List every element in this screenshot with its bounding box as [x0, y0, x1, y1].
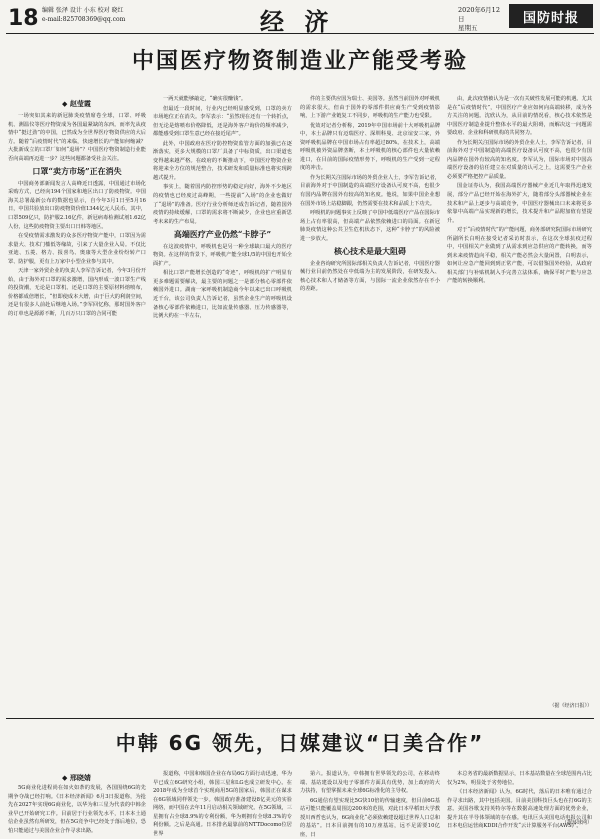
article2-headline: 中韩 6G 领先，日媒建议“日美合作” — [115, 731, 485, 755]
paragraph: 国金证券认为，我国高端医疗器械产业近几年取得迅速发展，部分产品已经开始在海外扩大，随着部分头部器械企业在技术和产品上逐步与高端竞争，中国医疗器械出口未来将更多依靠中高端产品实现新的增长，技术提升和产品附加值有望提升。 — [447, 183, 592, 224]
paragraph: 在受疫情需求激发的众多医疗物资产能中，口罩因为需求量大、技术门槛低等缘故，引来了大量企业入局。不仅比亚迪、五菱、格力、报喜鸟、奥康等大型企业纷纷转产口罩、防护服，更有上万家中小型企业参与其中。 — [8, 233, 146, 265]
article2-column-3 — [300, 770, 440, 838]
paragraph: 在这波疫情中，呼吸机也是另一种全球缺口最大的医疗物资。在这样的背景下，呼吸机产能全球1/5的中国也开始全面扩产。 — [153, 243, 292, 267]
paragraph: 件的主要供应国为瑞士、美国等。虽然当前国外对呼吸机的需求很大，但由于国外的零部件供应商生产受到疫情影响，上下游产业链复工不同步，呼吸机的生产能力也受限。 — [300, 96, 440, 120]
subheading: 口罩“卖方市场”正在消失 — [32, 166, 122, 177]
article2-column-2 — [153, 770, 292, 837]
date-text: 2020年6月12日 — [458, 6, 500, 23]
issue-date — [458, 6, 502, 33]
article1-byline: ◆ 赵莹霞 — [62, 99, 91, 108]
paragraph: 报道称，中国和韩国企业在布局6G方面行动迅速，华为早已成立6G研究小组，韩国三星和LG也成立研发中心。在2018年成为全球首个实现商用5G的国家后，韩国正在谋求在6G领域同样领先一步。韩国政府准备建设8亿美元的实验网络，而中国在去年11月启动相关领域研究。在5G领域，三星拥有占全球8.9%的专利份额，华为则拥有全球8.3%的专利份额。之后是高通。日本排名最靠前的NTTDocomo位居世界 — [153, 771, 292, 837]
article1-column-3 — [300, 95, 440, 712]
paragraph: 但最近一段时间，行业内已经明显感受到，口罩的卖方市场地位正在消失。李军表示：“虽然现在还有一个转折点，但无论是熔喷布价格降低，还是海外客户询价的频率减少，都能感受到口罩生意已经在接近尾声”。 — [153, 105, 292, 138]
paper-logo: 国防时报 — [509, 4, 593, 28]
paragraph: 《日本经济新闻》认为，6G时代，落后的日本唯有通过合作寻求出路，其中包括美国。目前美国科技巨头也在打6G的主意。美国谷歌支持英特尔等在数据高速处理方面的优势企业，提升其在半导体领域的存在感。电讯巨头美国电话电报公司和日本电信运营商KDDI合作开发“云计算服务平台(AWS)”。 — [447, 789, 592, 830]
weekday-text: 星期五 — [458, 24, 478, 32]
paragraph: 优效对记者分析称，2019年中国市场前十大呼吸机品牌中，本土品牌只有迈瑞医疗、深圳科曼、北京谊安三家，外资呼吸机品牌在中国市场占有率超过80%。在技术上，高端呼吸机被外资品牌垄断，本土呼吸机的核心部件也大量依赖进口，在目前的国际疫情形势下，呼吸机的生产受到一定程度的冲击。 — [300, 122, 440, 172]
paragraph: 相比口罩产能增长创造的“奇迹”，呼吸机的扩产明显有更多难题需要解决，最主要的问题之一是部分核心零部件依赖国外进口。湖南一家呼吸机制造商今年以来已出口呼吸机近千台，该公司负责人告诉记者，虽然企业生产的呼吸机设备核心零部件依赖进口，比如流量传感器、压力传感器等，比例大约在一半左右， — [153, 270, 292, 320]
article1-headline: 中国医疗物资制造业产能受考验 — [131, 49, 468, 74]
paragraph: 第六。报道认为，中韩拥有世界领先的公司，在移动终端、基站建设以及电子零部件方面具有优势，加上政府的大力扶持，有望掌握未来全球6G标准化的主导权。 — [300, 771, 440, 795]
paragraph: 一两天就能够敲定，“确实很赚钱”。 — [163, 96, 247, 102]
article2-byline: ◆ 邢晓婧 — [62, 773, 91, 782]
paragraph: 对于“后疫情时代”的产能问题，商务部研究院国际市场研究所副所长白明在接受记者采访时表示，在这次全球抗疫过程中，中国相关产业做到了从需求到应急供应的产能转换，而等到未来疫情趋向平稳，相关产能必然会大量闲置，白明表示，如何让应急产能回到到正常产能，可以借鉴国外经验，从政府相关部门与补贴机制入手完善立法体系，确保平时产能与应急产能的转换顺利。 — [447, 227, 592, 285]
paragraph: 企业咨询研究所国际部相关负责人告诉记者，中国医疗器械行业目前仍然处在中低端为主的发展阶段，在研发投入、核心技术和人才储备等方面，与国际一流企业依然存在不小的差距。 — [300, 260, 440, 293]
paragraph: 事实上，随着国内防控形势的稳定向好，海外不少地区的疫情也已经度过高峰期，一些提前“入场”的企业也做好了“退场”的准备。医疗行业分析师还成告诉记者，随着国外疫情的持续缓解，口罩的需求将不断减少，企业也应重新思考未来的生产布局。 — [153, 184, 292, 225]
paragraph: 作为长期关注国际市场的外贸企业人士，李军告诉记者，目前海外对于中国制造的高端医疗设备认可度不高，也很少有国内品牌在国外有较高的知名度。李军认为，国际市场对中国高端医疗设备的信任建立在对质量的认可之上，这需要生产企业必须要严格把控产品质量。 — [447, 139, 592, 180]
article1-column-1 — [8, 112, 146, 712]
subheading: 高端医疗产业仍然“卡脖子” — [173, 229, 272, 240]
paragraph: 6G通信有望实现比5G快10倍的传输速度，但目前6G基站可能只能覆盖周围边200米的范围，对此日本早稻田大学教授川西哲也认为，6G商业化“必须依赖建设超过世界人口总和的基站”。日本目前拥有的10万座基站，远不足需要10亿座，日 — [300, 797, 440, 838]
article-divider — [6, 718, 594, 719]
paragraph: 作为长期关注国际市场的外贸企业人士，李军告诉记者，目前海外对于中国制造的高端医疗设备认可度不高，也很少有国内品牌在国外有较高的知名度。他说，如果中国企业想在国外市场上站稳脚跟，仍然需要在技术和品质上下功夫。 — [300, 174, 440, 207]
masthead-rule — [6, 33, 594, 34]
article1-credit: （据《经济日报》） — [549, 703, 592, 709]
article2-column-1 — [8, 784, 146, 834]
article1-column-4 — [447, 95, 592, 700]
paragraph: 本总务省的最新数据显示，日本基站数量在全球范围内占比仅为2%，明显处于劣势地位。 — [447, 771, 592, 786]
section-title: 经 济 — [260, 7, 335, 36]
email-line: e-mail:825708369@qq.com — [42, 16, 126, 23]
paragraph: 5G商业化进程尚在如火如荼的发展，各国围绕6G的先期争夺战已经打响。《日本经济新闻》6月3日报道称，为抢先在2027年实现6G商业化，以华为和三星为代表的中韩企业早已开始研究工作。目前居于行业领先水平，日本本土通信企业虽然有所研发，但在5G竞争中已经处于落后地位，恐怕只能通过与美国企业合作寻求出路。 — [8, 785, 146, 834]
paragraph: 一场突如其来的新冠肺炎疫情席卷全球，口罩、呼吸机、测温仪等医疗物资成为各国最紧缺的东西。而率先从疫情中“挺过劲”的中国，已然成为全世界医疗物资供应的大后方。随着“后疫情时代”的来临，快速增长的产能如何缩减？大批新成立的口罩厂如何“退场”？中国医疗物资制造行业能否向高端再迈进一步？这些问题都备受社会关注。 — [8, 113, 146, 162]
editor-credits — [42, 6, 162, 24]
editors-line: 编辑 张泽 设计 小东 校对 晓红 — [42, 7, 124, 14]
paragraph: 由，此次疫情被认为是一次有关破性发展可能的机遇。尤其是在“后疫情时代”，中国医疗产业应如何向高端转移，成为各方关注的问题。沈欣认为，从目前的情况看，核心技术依然是中国医疗制造业提升整体水平的最大阻碍，而解决这一问题需要政府、企业和科研机构的共同努力。 — [447, 96, 592, 137]
paragraph: 天津一家外贸企业的负责人李军告诉记者，今年3月份开始，由于海外对口罩的需求激增，国内形成一波口罩生产线的投资潮，无论是口罩机、还是口罩的主要原材料熔喷布，价格都成倍增长，“但即使成本大增，由于巨大的利润空间，还是有很多人前赴后继地入场。”李军回忆称，那时国外客户的订单也是源源不断，几百万只口罩的合同可能 — [8, 268, 146, 318]
paragraph: 中国商务部新闻发言人高峰近日透露，中国通过市场化采购方式，已经向194个国家和地区出口了防疫物资。中国海关总署最新公布的数据也显示，自今年3月1日至5月16日，中国共验放出口防疫物资价值1344亿元人民币。其中，口罩509亿只，防护服2.16亿件，新冠病毒检测试剂1.62亿人份，这些防疫物资主要出口日韩等地区。 — [8, 180, 146, 230]
article1-column-2 — [153, 95, 292, 712]
article2-credit: （据环球网） — [561, 820, 592, 826]
subheading: 核心技术是最大阻碍 — [334, 246, 406, 257]
page-number: 18 — [8, 6, 39, 31]
paragraph: 呼吸机的问题事实上反映了中国中低端医疗产品在国际市场上占有率很高，但高端产品依然依赖进口的局面。在新冠肺炎疫情这种公共卫生危机状态下，这种“卡脖子”的风险被进一步放大。 — [300, 210, 440, 242]
paragraph: 此外，中国政府在医疗防控物资监管方面的加强已在逐渐落实，更多大规模的口罩厂具备了中标资质，出口渠道也变得越来越严格。在政府的不断推动下，中国医疗物资企业将迎来全方位的规范整合，技术研发和质量标准也将实现跨越式提升。 — [153, 140, 292, 181]
